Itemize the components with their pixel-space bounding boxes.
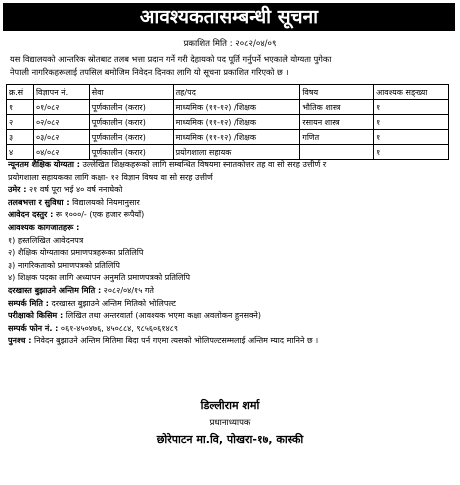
fee-line <box>8 209 453 222</box>
qualification-text: उल्लेखित शिक्षकहरूको लागि सम्बन्धित विषयमा स्नातकोत्तर तह वा सो सरह उत्तीर्ण र <box>79 160 327 169</box>
notice-title: आवश्यकतासम्बन्धी सूचना <box>3 3 455 31</box>
document-item: १) हस्तलिखित आवेदनपत्र <box>8 235 84 245</box>
school-name-address: छोरेपाटन मा.वि, पोखरा-१७, कास्की <box>156 433 304 446</box>
deadline-line <box>8 285 453 298</box>
note-line <box>8 335 453 348</box>
cell-level-post: माध्यमिक (११-१२) /शिक्षक <box>173 115 300 130</box>
qualification-line-2: प्रयोगशाला सहायकका लागि कक्षा- १२ विज्ञान विषय वा सो सरह उत्तीर्ण <box>8 172 213 182</box>
header-subject: विषय <box>300 85 374 100</box>
age-label: उमेर : <box>8 185 27 195</box>
table-row <box>7 130 449 145</box>
contact-date-label: सम्पर्क मिति : <box>8 298 49 308</box>
cell-serial: ४ <box>7 145 34 160</box>
header-ad-no: विज्ञापन नं. <box>33 85 89 100</box>
notice-details <box>8 159 453 348</box>
note-text: निवेदन बुझाउने अन्तिम मितिमा बिदा पर्न गएमा त्यसको भोलिपल्टसम्मलाई अन्तिम म्याद मानिने छ । <box>31 336 319 346</box>
phone-text: ०६१-४५०४७६, ४५०८८४, ९८५६०६१४८९ <box>58 323 178 333</box>
phone-line <box>8 323 453 336</box>
cell-service: पूर्णकालीन (करार) <box>89 100 173 115</box>
cell-ad-no: ०२/०८२ <box>33 115 89 130</box>
cell-ad-no: ०४/०८२ <box>33 145 89 160</box>
cell-ad-no: ०१/०८२ <box>33 100 89 115</box>
signatory-title: प्रधानाध्यापक <box>209 418 251 428</box>
age-line <box>8 184 453 197</box>
intro-line: यस विद्यालयको आन्तरिक स्रोतबाट तलब भत्ता प्रदान गर्ने गरी देहायको पद पूर्ति गर्नुपर्ने भएकाले योग्यता पुगेका <box>10 54 332 64</box>
document-item: २) शैक्षिक योग्यताका प्रमाणपत्रहरूका प्रतिलिपि <box>8 248 144 258</box>
table-row <box>7 100 449 115</box>
cell-subject <box>300 145 374 160</box>
salary-text: विद्यालयको नियमानुसार <box>69 197 140 207</box>
cell-subject: भौतिक शास्त्र <box>300 100 374 115</box>
contact-date-text: दरखास्त बुझाउने अन्तिम मितिको भोलिपल्ट <box>48 298 176 308</box>
intro-paragraph <box>10 53 450 79</box>
cell-serial: १ <box>7 100 34 115</box>
salary-line <box>8 197 453 210</box>
signatory-name: डिल्लीराम शर्मा <box>200 399 260 412</box>
cell-service: पूर्णकालीन (करार) <box>89 115 173 130</box>
cell-service: पूर्णकालीन (करार) <box>89 130 173 145</box>
cell-serial: २ <box>7 115 34 130</box>
age-text: २१ वर्ष पूरा भई ४० वर्ष ननाघेको <box>26 185 123 195</box>
cell-level-post: प्रयोगशाला सहायक <box>173 145 300 160</box>
exam-text: लिखित तथा अन्तरवार्ता (आवश्यक भएमा कक्षा अवलोकन हुनसक्ने) <box>63 311 261 321</box>
qualification-line <box>8 159 453 172</box>
cell-count: १ <box>374 115 449 130</box>
cell-count: १ <box>374 100 449 115</box>
exam-label: परीक्षाको किसिम : <box>8 311 64 321</box>
table-row <box>7 115 449 130</box>
deadline-text: २०८२/०४/१५ गते <box>101 285 154 295</box>
note-label: पुनश्च : <box>8 336 32 346</box>
cell-level-post: माध्यमिक (११-१२) /शिक्षक <box>173 130 300 145</box>
fee-label: आवेदन दस्तुर : <box>8 210 54 220</box>
document-item: ३) नागरिकताको प्रमाणपत्रको प्रतिलिपि <box>8 260 120 270</box>
intro-line: नेपाली नागरिकहरूलाई तपसिल बमोजिम निवेदन दिनका लागि यो सूचना प्रकाशित गरिएको छ । <box>10 67 289 77</box>
cell-subject: रसायन शास्त्र <box>300 115 374 130</box>
header-service: सेवा <box>89 85 173 100</box>
cell-level-post: माध्यमिक (११-१२) /शिक्षक <box>173 100 300 115</box>
header-serial: क्र.सं <box>7 85 34 100</box>
cell-serial: ३ <box>7 130 34 145</box>
table-header-row <box>7 85 449 100</box>
exam-line <box>8 310 453 323</box>
qualification-label: न्यूनतम शैक्षिक योग्यता : <box>8 160 80 169</box>
header-level-post: तह/पद <box>173 85 300 100</box>
documents-heading: आवश्यक कागजातहरू : <box>8 222 80 232</box>
cell-subject: गणित <box>300 130 374 145</box>
header-required-count: आवश्यक सङ्ख्या <box>374 85 449 100</box>
phone-label: सम्पर्क फोन नं. : <box>8 323 59 333</box>
publication-date: प्रकाशित मिति : २०८२/०४/०९ <box>183 39 277 49</box>
cell-count: १ <box>374 145 449 160</box>
salary-label: तलबभत्ता र सुविधा : <box>8 197 70 207</box>
contact-date-line <box>8 298 453 311</box>
cell-ad-no: ०३/०८२ <box>33 130 89 145</box>
deadline-label: दरखास्त बुझाउने अन्तिम मिति : <box>8 285 102 295</box>
fee-text: रू १०००/- (एक हजार रूपैयाँ) <box>53 210 145 220</box>
document-item: ४) शिक्षक पदका लागि अध्यापन अनुमति प्रमाणपत्रको प्रतिलिपि <box>8 273 190 283</box>
vacancy-table <box>6 84 449 160</box>
table-row <box>7 145 449 160</box>
cell-service: पूर्णकालीन (करार) <box>89 145 173 160</box>
cell-count: १ <box>374 130 449 145</box>
